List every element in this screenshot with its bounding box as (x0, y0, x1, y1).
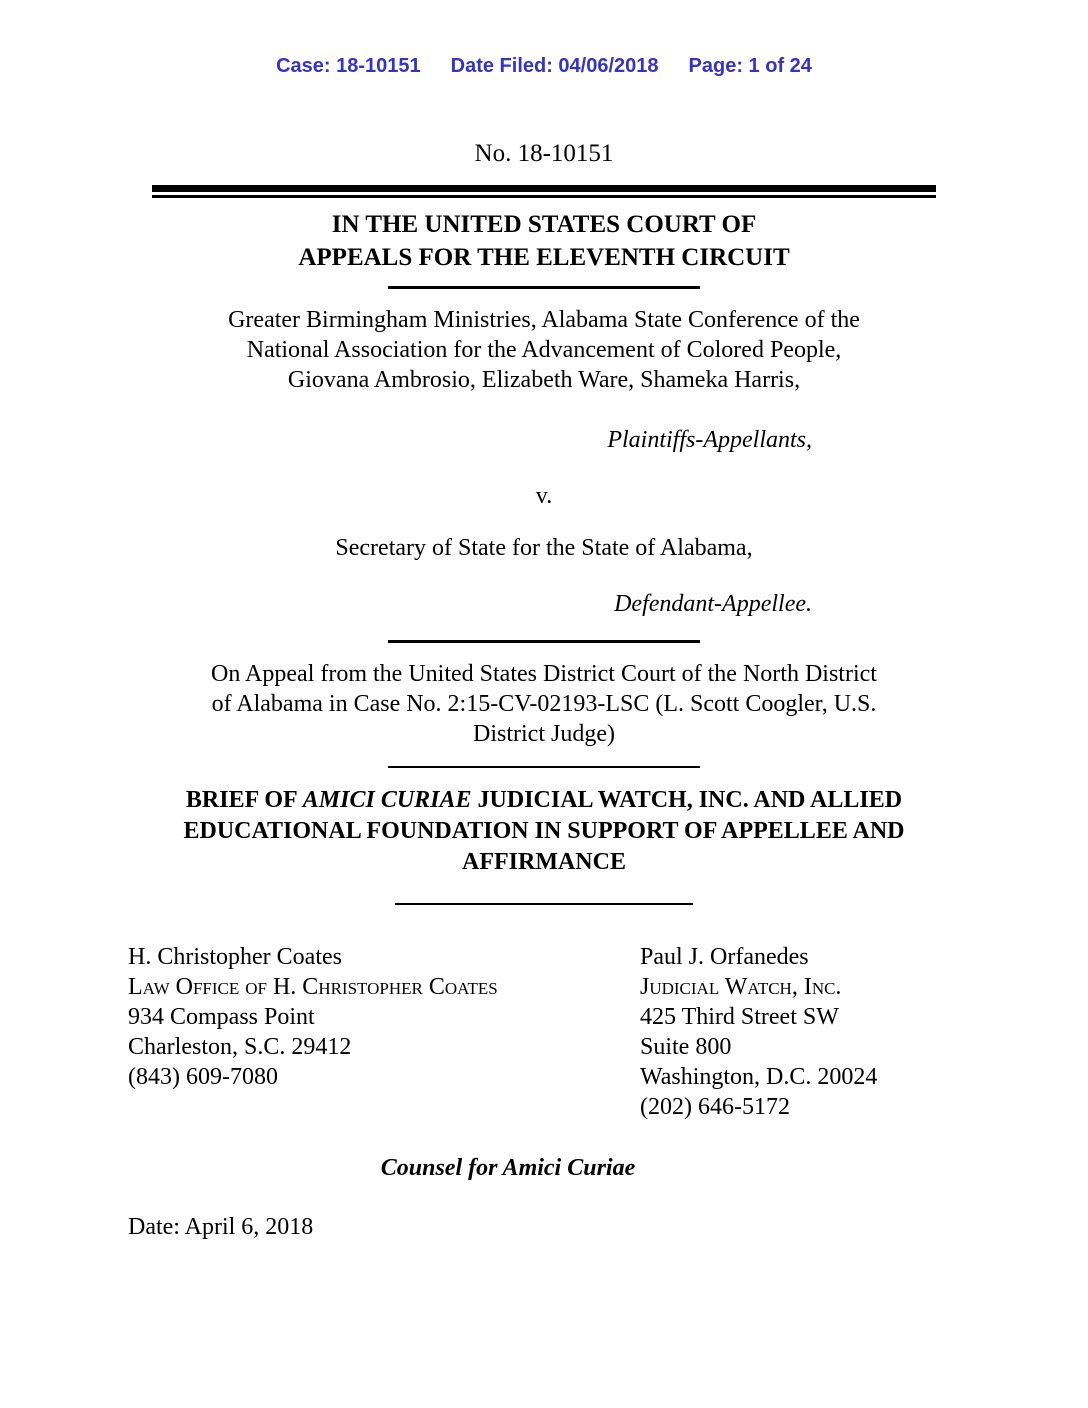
plaintiffs-names (0, 305, 1088, 395)
counsel-right-phone: (202) 646-5172 (640, 1094, 790, 1120)
court-name-line-1: IN THE UNITED STATES COURT OF (331, 211, 757, 238)
brief-title-amici-curiae: AMICI CURIAE (302, 787, 472, 813)
court-name-line-2: APPEALS FOR THE ELEVENTH CIRCUIT (298, 244, 790, 271)
counsel-note: Counsel for Amici Curiae (380, 1155, 636, 1181)
plaintiffs-line-2: National Association for the Advancement of Colored People, (246, 337, 842, 363)
section-divider-2 (388, 640, 700, 643)
counsel-left-phone: (843) 609-7080 (128, 1064, 278, 1090)
defendant-name: Secretary of State for the State of Alabama, (335, 535, 753, 561)
counsel-left-address-2: Charleston, S.C. 29412 (128, 1034, 352, 1060)
section-divider-4 (395, 903, 693, 905)
section-divider-3 (388, 766, 700, 768)
counsel-block (0, 942, 1088, 1122)
brief-title-prefix: BRIEF OF (185, 787, 303, 813)
appeal-origin-line-1: On Appeal from the United States District Court of the North District (211, 661, 877, 687)
appeal-origin-line-2: of Alabama in Case No. 2:15-CV-02193-LSC (L. Scott Coogler, U.S. (211, 691, 877, 717)
brief-title-line-1 (0, 785, 1088, 816)
defendant-designation: Defendant-Appellee. (614, 591, 812, 617)
brief-title-suffix: JUDICIAL WATCH, INC. AND ALLIED (471, 787, 903, 813)
counsel-block-left (128, 942, 640, 1122)
counsel-right-name: Paul J. Orfanedes (640, 944, 809, 970)
court-name (0, 208, 1088, 274)
date-line: Date: April 6, 2018 (128, 1214, 314, 1240)
plaintiffs-designation: Plaintiffs-Appellants, (607, 427, 812, 453)
appeal-origin (0, 659, 1088, 749)
counsel-left-name: H. Christopher Coates (128, 944, 342, 970)
stamp-page-number: Page: 1 of 24 (688, 55, 812, 77)
brief-title (0, 785, 1088, 878)
counsel-right-address-1: 425 Third Street SW (640, 1004, 839, 1030)
filing-stamp (0, 54, 1088, 79)
double-rule (152, 185, 936, 198)
appeal-origin-line-3: District Judge) (473, 721, 615, 747)
plaintiffs-line-1: Greater Birmingham Ministries, Alabama State Conference of the (228, 307, 860, 333)
counsel-right-address-3: Washington, D.C. 20024 (640, 1064, 878, 1090)
section-divider-1 (388, 286, 700, 289)
plaintiffs-line-3: Giovana Ambrosio, Elizabeth Ware, Shameka Harris, (287, 367, 801, 393)
docket-number: No. 18-10151 (474, 140, 614, 167)
brief-title-line-3: AFFIRMANCE (462, 849, 626, 875)
stamp-date-filed: Date Filed: 04/06/2018 (450, 55, 659, 77)
counsel-left-firm: Law Office of H. Christopher Coates (128, 974, 498, 1000)
counsel-left-address-1: 934 Compass Point (128, 1004, 315, 1030)
stamp-case-number: Case: 18-10151 (276, 55, 421, 77)
counsel-right-firm: Judicial Watch, Inc. (640, 974, 842, 1000)
versus: v. (535, 483, 553, 509)
counsel-right-address-2: Suite 800 (640, 1034, 732, 1060)
brief-title-line-2: EDUCATIONAL FOUNDATION IN SUPPORT OF APPELLEE AND (183, 818, 905, 844)
counsel-block-right (640, 942, 960, 1122)
